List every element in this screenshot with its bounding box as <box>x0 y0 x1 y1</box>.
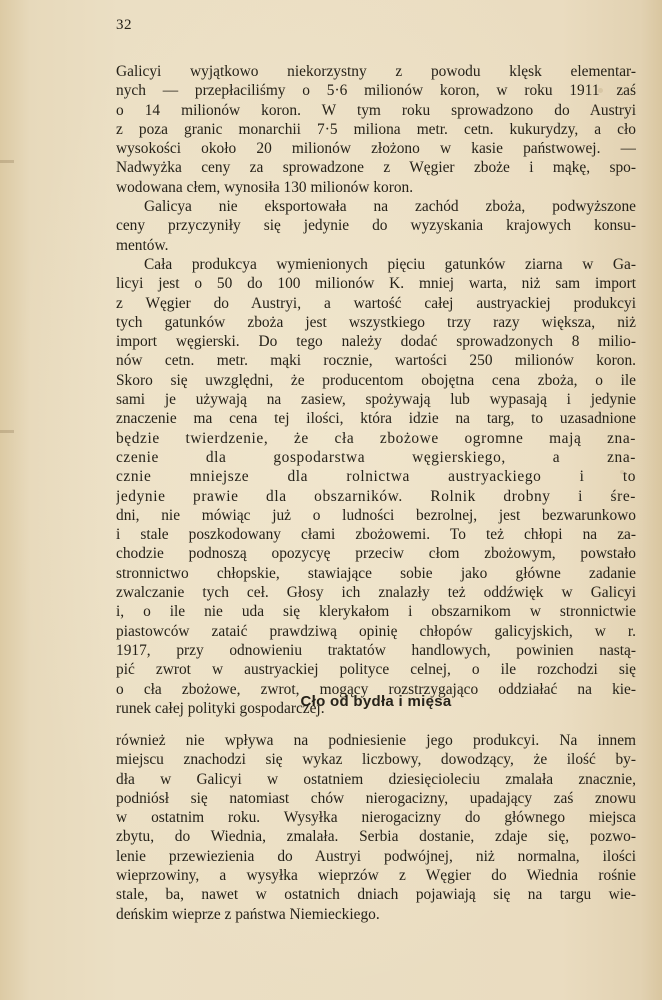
text-line: stronnictwo chłopskie, stawiające sobie jako główne zadanie <box>116 564 636 582</box>
text-line: dła w Galicyi w ostatniem dziesięcioleciu zmalała znacznie, <box>116 770 636 788</box>
text-line: 1917, przy odnowieniu traktatów handlowych, powinien nastą- <box>116 641 636 659</box>
text-line: będzie twierdzenie, że cła zbożowe ogromne mają zna- <box>116 429 636 447</box>
text-line: dni, nie mówiąc już o ludności bezrolnej, jest bezwarunkowo <box>116 506 636 524</box>
text-line: mentów. <box>116 236 169 254</box>
text-line: chodzie podnoszą opozycyę przeciw cłom zbożowym, powstało <box>116 545 636 563</box>
text-line: podniósł się natomiast chów nierogacizny, upadający zaś znowu <box>116 789 636 807</box>
text-line: sami je używają na zasiew, spożywają lub wypasają i jedynie <box>116 391 636 409</box>
text-line: z poza granic monarchii 7·5 miliona metr. cetn. kukurydzy, a cło <box>116 120 636 138</box>
text-line: deńskim wieprze z państwa Niemieckiego. <box>116 905 380 923</box>
text-line: o cła zbożowe, zwrot, mogący rozstrzygająco oddziałać na kie- <box>116 680 636 698</box>
text-line: licyi jest o 50 do 100 milionów K. mniej warta, niż sam import <box>116 275 636 293</box>
text-line: Nadwyżka ceny za sprowadzone z Węgier zboże i mąkę, spo- <box>116 159 636 177</box>
text-line: stale, ba, nawet w ostatnich dniach pojawiają się na targu wie- <box>116 886 636 904</box>
text-line: czenie dla gospodarstwa węgierskiego, a zna- <box>116 448 636 466</box>
text-line: piastowców zataić prawdziwą opinię chłopów galicyjskich, w r. <box>116 622 636 640</box>
text-line: runek całej polityki gospodarczej. <box>116 699 325 717</box>
text-line: cznie mniejsze dla rolnictwa austryackiego i to <box>116 468 636 486</box>
text-line: miejscu znachodzi się wykaz liczbowy, dowodzący, że ilość by- <box>116 751 636 769</box>
text-line: ceny przyczyniły się jedynie do wyzyskania krajowych konsu- <box>116 217 636 235</box>
text-line: zbytu, do Wiednia, zmalała. Serbia dostanie, zdaje się, pozwo- <box>116 828 636 846</box>
text-line: Galicya nie eksportowała na zachód zboża, podwyższone <box>144 198 636 216</box>
text-line: pić zwrot w austryackiej polityce celnej, o ile rozchodzi się <box>116 661 636 679</box>
text-line: i, o ile nie uda się klerykałom i obszarnikom w stronnictwie <box>116 603 636 621</box>
text-line: zwalczanie tych ceł. Głosy ich znalazły też oddźwięk w Galicyi <box>116 584 636 602</box>
text-line: również nie wpływa na podniesienie jego produkcyi. Na innem <box>116 732 636 749</box>
text-line: z Węgier do Austryi, a wartość całej austryackiej produkcyi <box>116 294 636 312</box>
text-line: import węgierski. Do tego należy dodać sprowadzonych 8 milio- <box>116 333 636 351</box>
page-edge-mark <box>0 160 14 163</box>
text-line: wodowana cłem, wynosiła 130 milionów koron. <box>116 178 414 196</box>
body-text-section-1 <box>116 62 636 718</box>
text-line: w ostatnim roku. Wysyłka nierogacizny do głównego miejsca <box>116 809 636 827</box>
text-line: jedynie prawie dla obszarników. Rolnik drobny i śre- <box>116 487 636 505</box>
section-heading: Cło od bydła i mięsa <box>300 693 452 710</box>
text-line: lenie przewiezienia do Austryi podwójnej, niż normalna, ilości <box>116 847 636 865</box>
text-line: Cała produkcya wymienionych pięciu gatunków ziarna w Ga- <box>144 255 636 273</box>
text-line: wysokości około 20 milionów złożono w kasie państwowej. — <box>116 140 636 158</box>
text-line: wieprzowiny, a wysyłka wieprzów z Węgier do Wiednia rośnie <box>116 867 636 885</box>
text-line: o 14 milionów koron. W tym roku sprowadzono do Austryi <box>116 101 636 119</box>
text-line: Galicyi wyjątkowo niekorzystny z powodu klęsk elementar- <box>116 63 636 80</box>
text-line: nych — przepłaciliśmy o 5·6 milionów koron, w roku 1911 zaś <box>116 82 636 100</box>
text-line: nów cetn. metr. mąki rocznie, wartości 250 milionów koron. <box>116 352 636 370</box>
body-text-section-2 <box>116 731 636 924</box>
page-edge-mark <box>0 430 14 433</box>
text-line: Skoro się uwzględni, że producentom obojętna cena zboża, o ile <box>116 371 636 389</box>
text-line: i stale poszkodowany cłami zbożowemi. To też chłopi na za- <box>116 526 636 544</box>
text-line: znaczenie ma cena tej ilości, która idzie na targ, to uzasadnione <box>116 410 636 428</box>
text-line: tych gatunków zboża jest wszystkiego trzy razy większa, niż <box>116 313 636 331</box>
page-number: 32 <box>116 17 132 33</box>
